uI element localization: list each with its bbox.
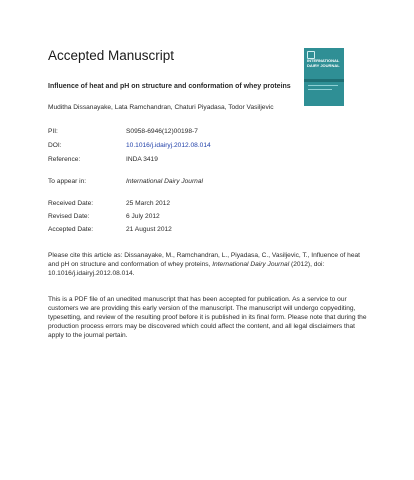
reference-label: Reference:	[48, 156, 81, 163]
cover-journal-title: INTERNATIONAL DAIRY JOURNAL	[307, 58, 340, 68]
appear-row	[48, 178, 348, 188]
accepted-row	[48, 226, 348, 236]
journal-cover-image	[304, 48, 344, 106]
citation-journal: International Dairy Journal	[212, 261, 290, 268]
reference-row	[48, 156, 348, 166]
received-label: Received Date:	[48, 200, 94, 207]
pii-label: PII:	[48, 128, 58, 135]
pii-row	[48, 128, 348, 138]
revised-value: 6 July 2012	[126, 213, 160, 220]
doi-label: DOI:	[48, 142, 62, 149]
notice-paragraph: This is a PDF file of an unedited manuscript that has been accepted for publication. As a service to our customers we are providing this early version of the manuscript. The manuscript will undergo copyediting, typesetting, and review of the resulting proof before it is published in its final form. Please note that during the production process errors may be discovered which could affect the content, and all legal disclaimers that apply to the journal pertain.	[48, 296, 367, 339]
revised-label: Revised Date:	[48, 213, 90, 220]
cover-rule	[308, 85, 338, 86]
cover-band	[304, 79, 344, 82]
received-value: 25 March 2012	[126, 200, 170, 207]
accepted-label: Accepted Date:	[48, 226, 94, 233]
pii-value: S0958-6946(12)00198-7	[126, 128, 198, 135]
article-authors: Muditha Dissanayake, Lata Ramchandran, Chaturi Piyadasa, Todor Vasiljevic	[48, 104, 274, 111]
cover-rule	[308, 89, 332, 90]
received-row	[48, 200, 348, 210]
reference-value: INDA 3419	[126, 156, 158, 163]
citation-suffix: (2012), doi: 10.1016/j.idairyj.2012.08.014.	[48, 261, 325, 277]
appear-label: To appear in:	[48, 178, 87, 185]
doi-row	[48, 142, 348, 152]
citation-paragraph	[48, 251, 368, 278]
doi-link[interactable]: 10.1016/j.idairyj.2012.08.014	[126, 142, 211, 149]
revised-row	[48, 213, 348, 223]
citation-prefix: Please cite this article as: Dissanayake, M., Ramchandran, L., Piyadasa, C., Vasiljevic, T., Influence of heat and pH on structure and conformation of whey proteins,	[48, 252, 361, 268]
article-title: Influence of heat and pH on structure and conformation of whey proteins	[48, 83, 291, 90]
accepted-value: 21 August 2012	[126, 226, 172, 233]
manuscript-heading: Accepted Manuscript	[48, 48, 175, 63]
appear-value: International Dairy Journal	[126, 178, 203, 185]
